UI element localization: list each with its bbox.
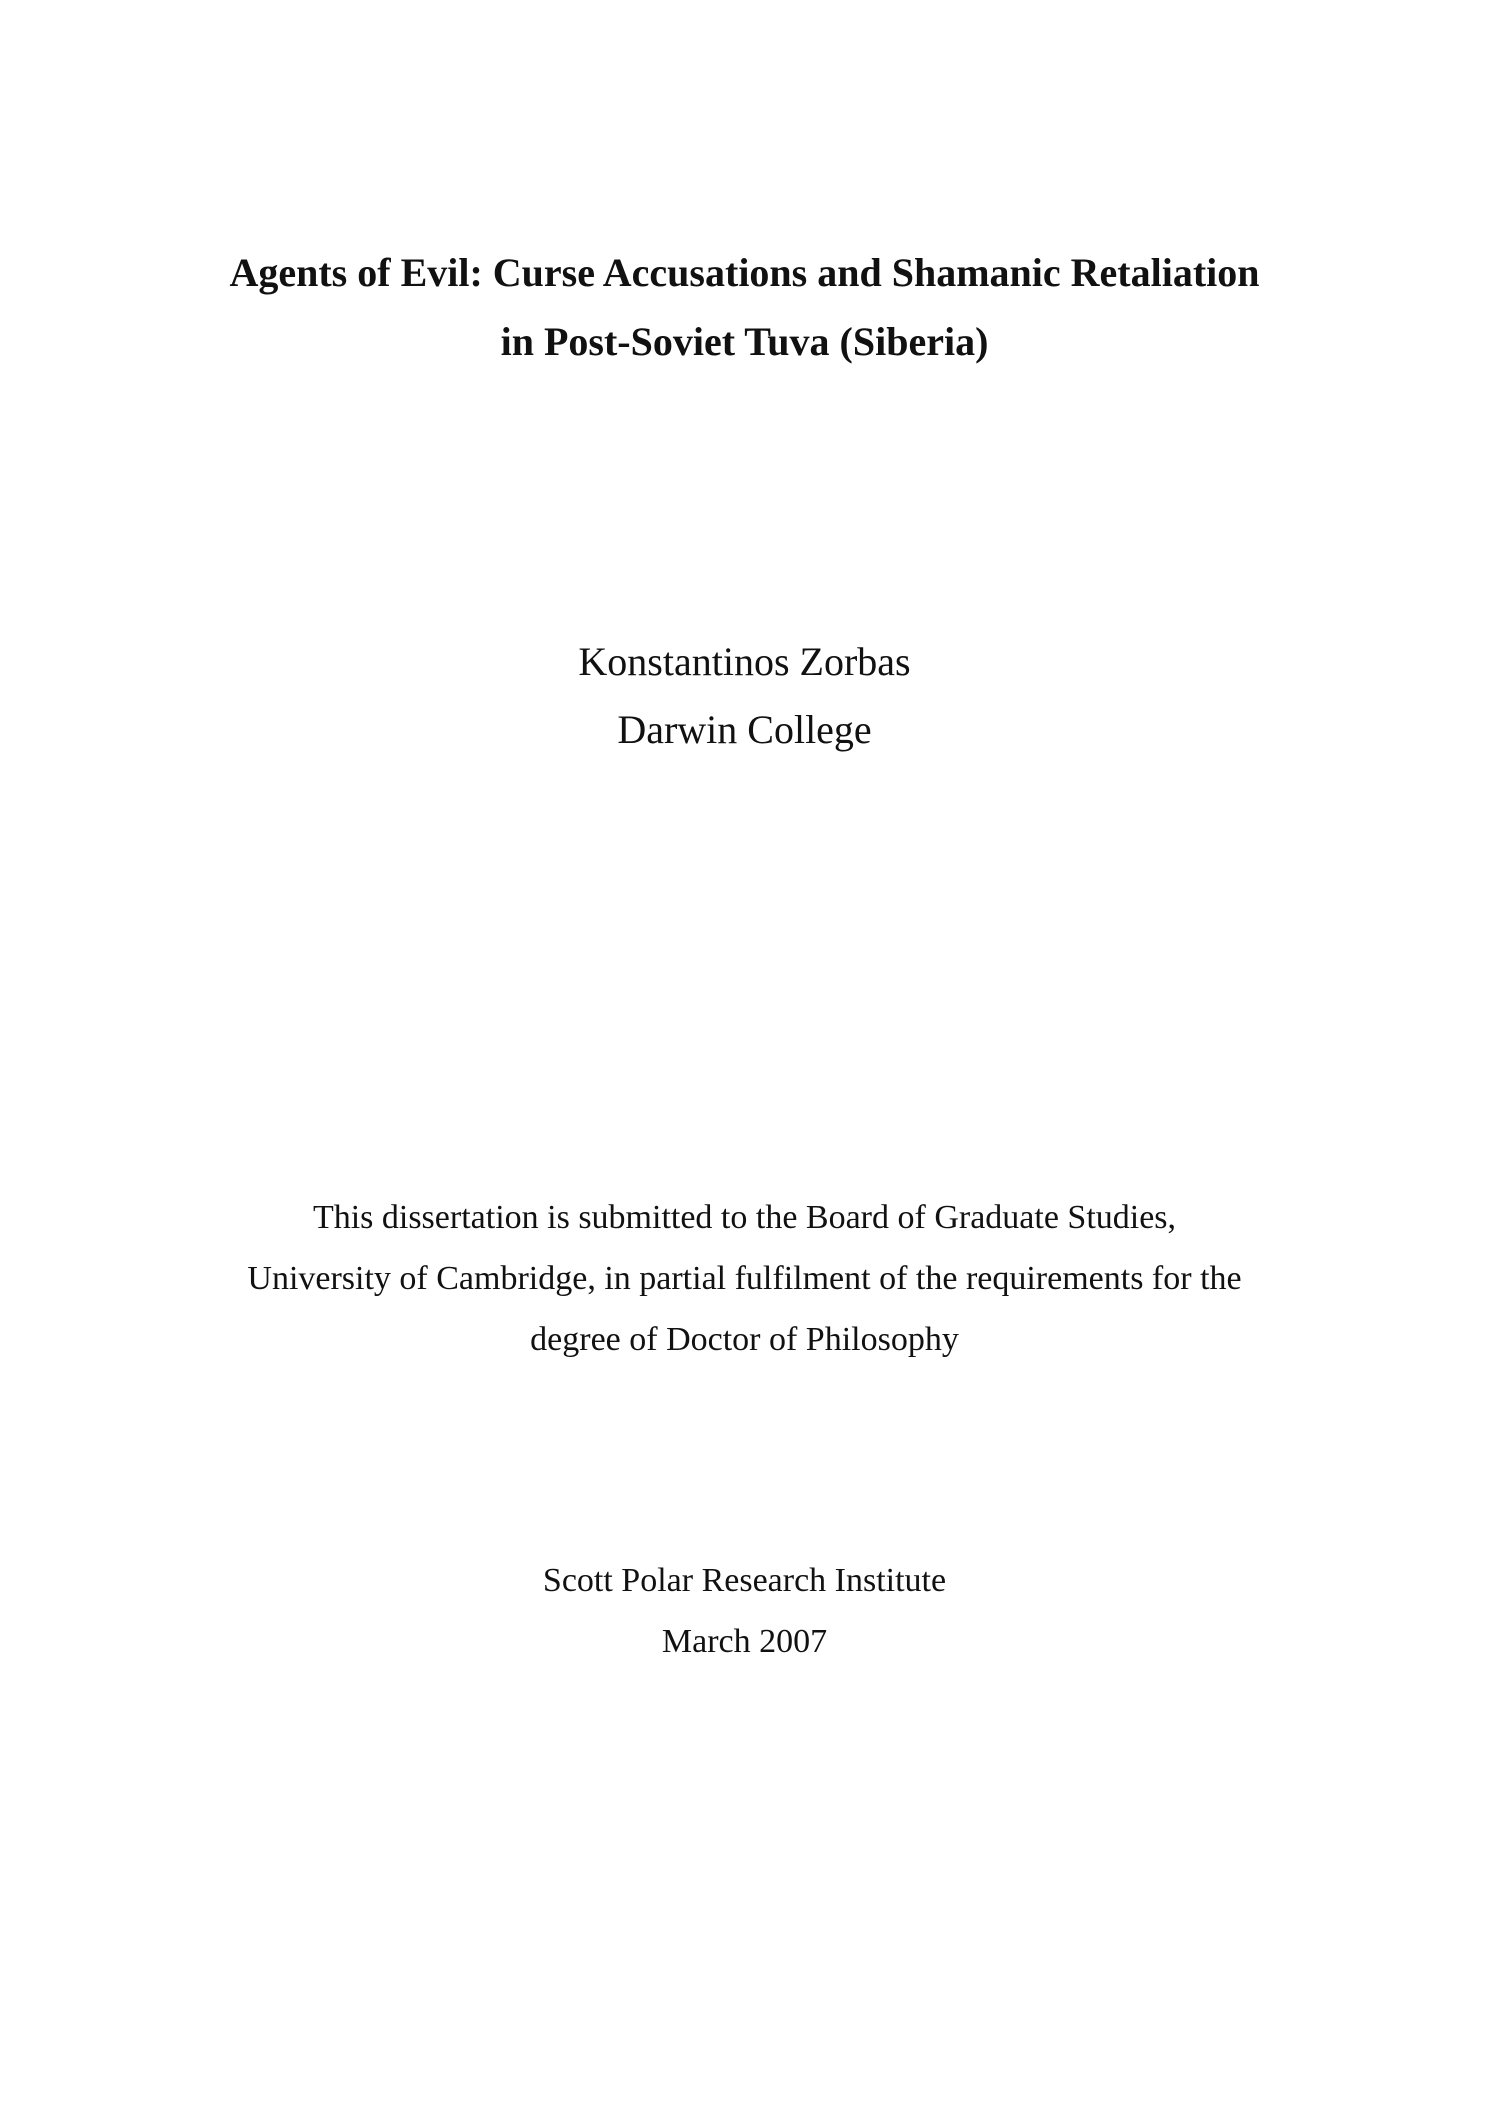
title-line-1: Agents of Evil: Curse Accusations and Shamanic Retaliation	[229, 250, 1260, 295]
title-line-2: in Post-Soviet Tuva (Siberia)	[500, 319, 989, 364]
institution-name: Scott Polar Research Institute	[542, 1562, 947, 1599]
institution-block	[0, 1550, 1489, 1672]
document-title	[0, 238, 1489, 376]
author-college: Darwin College	[617, 707, 872, 752]
statement-line-1: This dissertation is submitted to the Board of Graduate Studies,	[312, 1199, 1177, 1236]
submission-date: March 2007	[661, 1623, 828, 1660]
author-block	[0, 628, 1489, 764]
author-name: Konstantinos Zorbas	[578, 639, 911, 684]
statement-line-3: degree of Doctor of Philosophy	[530, 1321, 959, 1358]
submission-statement	[0, 1187, 1489, 1370]
statement-line-2: University of Cambridge, in partial fulfilment of the requirements for the	[247, 1260, 1242, 1297]
